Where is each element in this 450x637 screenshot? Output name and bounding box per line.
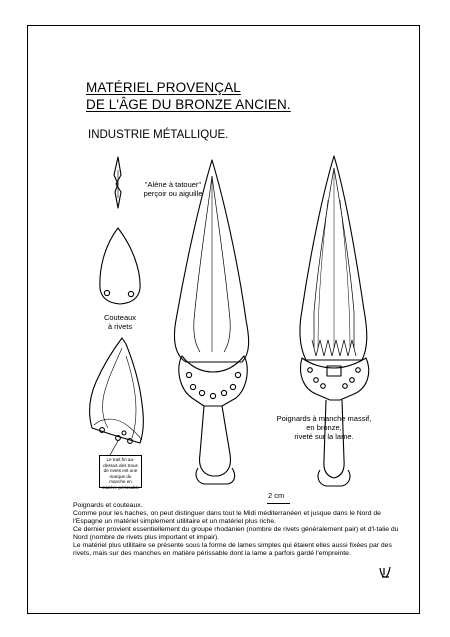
knife-drawing-1 <box>100 228 140 304</box>
dagger-label-line-2: en bronze, <box>306 423 342 432</box>
awl-label <box>128 180 218 198</box>
text-paragraph-1: Comme pour les haches, on peut distinguer dans tout le Midi méditerranéen et jusque dans le Nord de l'Espagne un matériel simplement utilitaire et un matériel plus riche. <box>73 510 381 526</box>
knife-label-line-2: à rivets <box>107 322 133 331</box>
dagger-label-line-3: riveté sur la lame. <box>294 432 354 441</box>
text-heading: Poignards et couteaux. <box>73 502 143 509</box>
dagger-label <box>274 414 374 441</box>
signature-mark <box>378 565 392 579</box>
dagger-drawing-1 <box>174 160 248 484</box>
awl-drawing <box>114 157 121 208</box>
handle-trace-note: Le trait fin au-dessus des trous de rivets est une marque du manche en matière périssable <box>99 455 142 488</box>
scale-label: 2 cm <box>268 491 285 500</box>
text-paragraph-3: Le matériel plus utilitaire se présente sous la forme de lames simples qui étaient elles aussi fixées par des rivets, mais sur des manches en matière périssable dont la lame a parfois gardé l'empreinte. <box>73 542 392 558</box>
title-line-2: DE L'ÂGE DU BRONZE ANCIEN. <box>86 97 291 112</box>
knife-label <box>100 313 140 331</box>
title-line-1: MATÉRIEL PROVENÇAL <box>86 80 241 95</box>
knife-drawing-2 <box>90 338 144 443</box>
dagger-label-line-1: Poignards à manche massif, <box>276 414 372 423</box>
text-paragraph-2: Ce dernier provient essentiellement du groupe rhodanien (nombre de rivets généralement pair) et d'l-talie du Nord (nombre de rivets plus important et impair). <box>73 526 399 542</box>
awl-label-line-2: perçoir ou aiguille <box>143 189 203 198</box>
knife-label-line-1: Couteaux <box>103 313 137 322</box>
awl-label-line-1: "Alène à tatouer" <box>144 180 202 189</box>
subtitle: INDUSTRIE MÉTALLIQUE. <box>88 129 229 141</box>
